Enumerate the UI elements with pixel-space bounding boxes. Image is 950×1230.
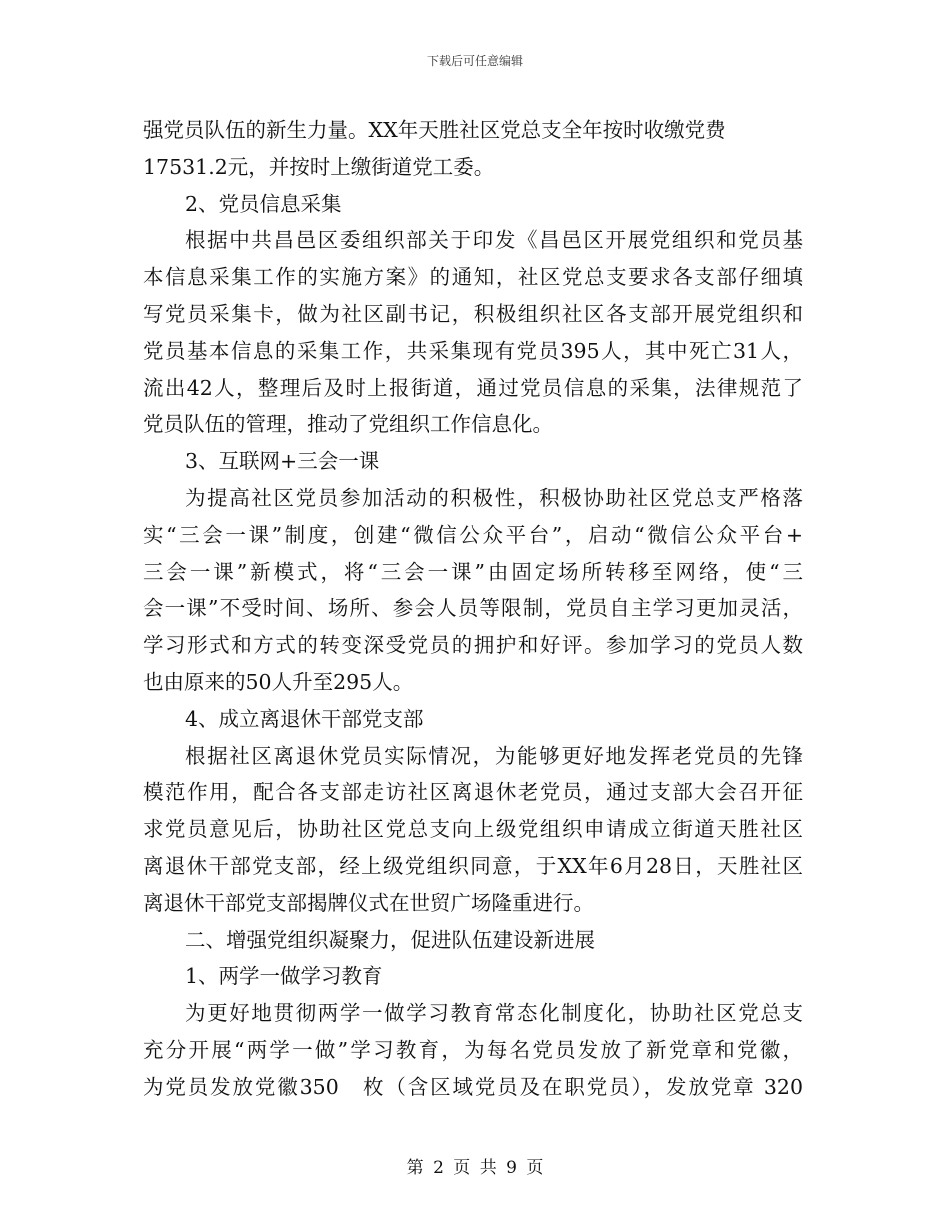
text-line: 离退休干部党支部，经上级党组织同意，于XX年6月28日，天胜社区 — [143, 853, 803, 878]
text-line: 为更好地贯彻两学一做学习教育常态化制度化，协助社区党总支 — [185, 1001, 803, 1026]
page-header: 下载后可任意编辑 — [426, 54, 523, 68]
text-line: 模范作用，配合各支部走访社区离退休老党员，通过支部大会召开征 — [143, 780, 803, 805]
text-line: 根据社区离退休党员实际情况，为能够更好地发挥老党员的先锋 — [185, 743, 803, 768]
text-line: 为提高社区党员参加活动的积极性，积极协助社区党总支严格落 — [185, 485, 803, 510]
text-line: 会一课”不受时间、场所、参会人员等限制，党员自主学习更加灵活， — [143, 596, 803, 621]
text-line: 2、党员信息采集 — [185, 191, 342, 216]
text-line: 充分开展“两学一做”学习教育，为每名党员发放了新党章和党徽， — [143, 1037, 803, 1062]
text-line: 二、增强党组织凝聚力，促进队伍建设新进展 — [185, 927, 595, 952]
text-line: 1、两学一做学习教育 — [185, 964, 383, 989]
text-line: 强党员队伍的新生力量。XX年天胜社区党总支全年按时收缴党费 — [143, 118, 726, 142]
text-line: 学习形式和方式的转变深受党员的拥护和好评。参加学习的党员人数 — [143, 633, 803, 658]
text-line: 流出42人，整理后及时上报街道，通过党员信息的采集，法律规范了 — [143, 375, 803, 400]
text-line: 17531.2元，并按时上缴街道党工委。 — [143, 154, 495, 179]
text-line: 为党员发放党徽350 枚（含区域党员及在职党员），发放党章 320 — [143, 1074, 803, 1099]
text-line: 党员基本信息的采集工作，共采集现有党员395人，其中死亡31人， — [143, 338, 803, 363]
text-line: 三会一课”新模式，将“三会一课”由固定场所转移至网络，使“三 — [143, 559, 803, 584]
page-number-footer: 第 2 页 共 9 页 — [406, 1158, 544, 1178]
text-line: 求党员意见后，协助社区党总支向上级党组织申请成立街道天胜社区 — [143, 817, 803, 842]
text-line: 党员队伍的管理，推动了党组织工作信息化。 — [143, 412, 553, 437]
text-line: 本信息采集工作的实施方案》的通知，社区党总支要求各支部仔细填 — [143, 265, 803, 290]
text-line: 实“三会一课”制度，创建“微信公众平台”，启动“微信公众平台+ — [143, 522, 803, 547]
document-body — [143, 112, 803, 1106]
text-line: 3、互联网+三会一课 — [185, 449, 380, 474]
text-line: 根据中共昌邑区委组织部关于印发《昌邑区开展党组织和党员基 — [185, 228, 803, 253]
text-line: 4、成立离退休干部党支部 — [185, 706, 424, 731]
text-line: 离退休干部党支部揭牌仪式在世贸广场隆重进行。 — [143, 890, 594, 915]
text-line: 也由原来的50人升至295人。 — [143, 669, 414, 694]
text-line: 写党员采集卡，做为社区副书记，积极组织社区各支部开展党组织和 — [143, 301, 803, 326]
